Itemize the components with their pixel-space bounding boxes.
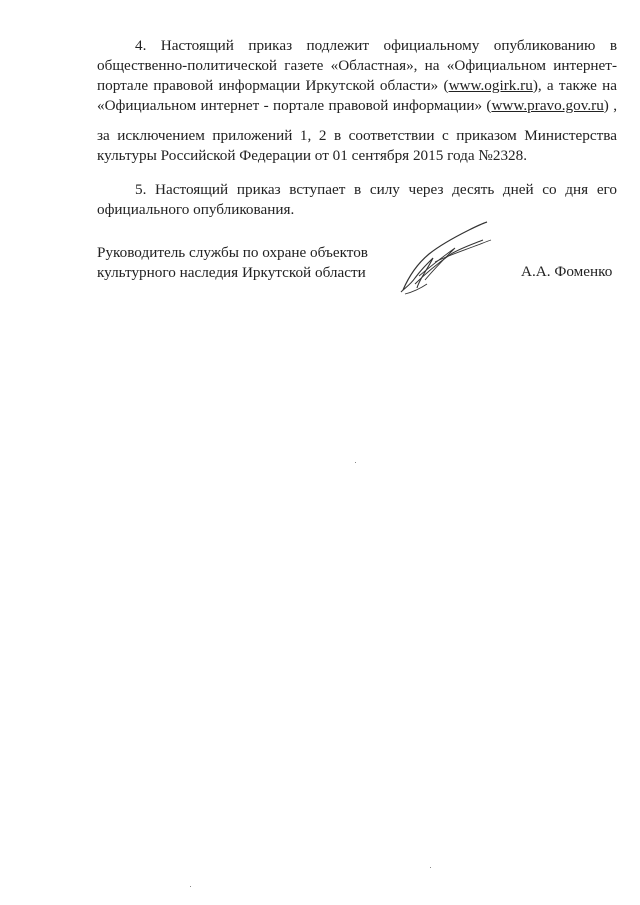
ogirk-link[interactable]: www.ogirk.ru: [448, 77, 533, 94]
paragraph-4-line-1: 4. Настоящий приказ подлежит официальному опубликованию в: [135, 37, 617, 54]
scan-speck: [355, 462, 356, 463]
paragraph-4-line-3: [97, 76, 617, 96]
signer-name: А.А. Фоменко: [521, 263, 613, 280]
pravo-link[interactable]: www.pravo.gov.ru: [491, 97, 604, 114]
paragraph-5-line-2: официального опубликования.: [97, 201, 295, 218]
paragraph-4-line-2: общественно-политической газете «Областная», на «Официальном интернет-: [97, 57, 617, 74]
signatory-position-line-2: культурного наследия Иркутской области: [97, 264, 366, 281]
scan-speck: [430, 867, 431, 868]
scan-speck: [190, 886, 191, 887]
paragraph-5-line-1: 5. Настоящий приказ вступает в силу через десять дней со дня его: [135, 181, 617, 198]
line-3-text-after: ), а также на: [532, 77, 618, 94]
line-3-text-before: портале правовой информации Иркутской области» (: [97, 77, 449, 94]
line-4-text-after: ) ,: [603, 97, 617, 114]
line-4-text-before: «Официальном интернет - портале правовой информации» (: [97, 97, 492, 114]
paragraph-4-line-6: культуры Российской Федерации от 01 сентября 2015 года №2328.: [97, 147, 528, 164]
paragraph-4-line-5: за исключением приложений 1, 2 в соответствии с приказом Министерства: [97, 127, 617, 144]
signatory-position-line-1: Руководитель службы по охране объектов: [97, 244, 368, 261]
paragraph-4-line-4: [97, 96, 617, 116]
handwritten-signature: [395, 218, 495, 298]
